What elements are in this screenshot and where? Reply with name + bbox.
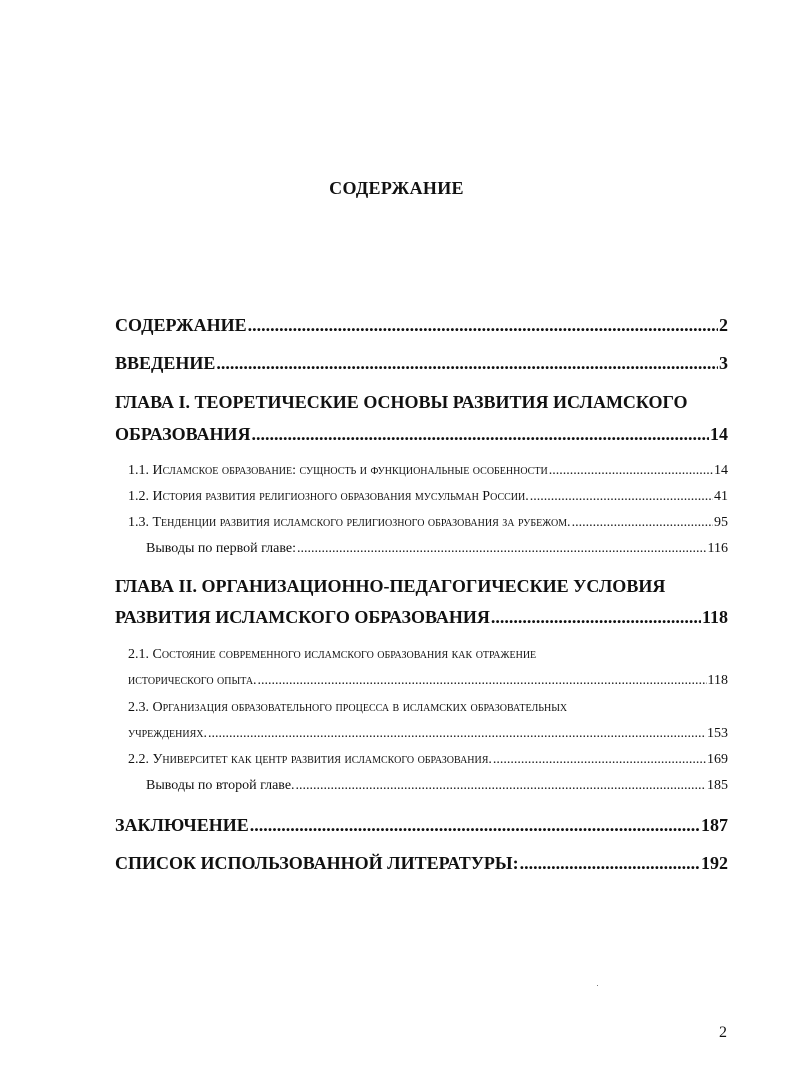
toc-section-2-2[interactable] <box>128 752 728 768</box>
toc-entry-page: 41 <box>714 489 728 504</box>
toc-entry-page: 118 <box>701 607 728 627</box>
toc-entry-zakliuchenie[interactable] <box>115 815 728 836</box>
toc-entry-title: РАЗВИТИЯ ИСЛАМСКОГО ОБРАЗОВАНИЯ <box>115 607 490 627</box>
scan-speck <box>597 985 598 986</box>
toc-section-conclusions-2[interactable] <box>146 778 728 794</box>
toc-entry-page: 118 <box>707 673 728 688</box>
dot-leader <box>248 315 718 336</box>
dot-leader <box>520 853 700 874</box>
toc-entry-title: 1.1. Исламское образование: сущность и функциональные особенности <box>128 463 548 478</box>
dot-leader <box>296 778 706 794</box>
toc-entry-page: 95 <box>714 515 728 530</box>
toc-entry-title: учреждениях. <box>128 726 207 741</box>
toc-section-2-1-line1[interactable]: 2.1. Состояние современного исламского образования как отражение <box>128 647 537 662</box>
toc-section-conclusions-1[interactable] <box>146 541 728 557</box>
dot-leader <box>252 424 709 445</box>
toc-entry-title: СОДЕРЖАНИЕ <box>115 315 247 335</box>
toc-entry-title: СПИСОК ИСПОЛЬЗОВАННОЙ ЛИТЕРАТУРЫ: <box>115 853 519 873</box>
page-number: 2 <box>719 1024 727 1041</box>
dot-leader <box>208 726 706 742</box>
toc-entry-title: исторического опыта. <box>128 673 257 688</box>
toc-section-2-3-line1[interactable]: 2.3. Организация образовательного процесса в исламских образовательных <box>128 700 568 715</box>
toc-entry-page: 169 <box>707 752 728 767</box>
page-title: СОДЕРЖАНИЕ <box>329 178 464 198</box>
toc-entry-page: 185 <box>707 778 728 793</box>
toc-entry-title: 1.2. История развития религиозного образования мусульман России. <box>128 489 529 504</box>
dot-leader <box>493 752 706 768</box>
toc-section-1-3[interactable] <box>128 515 728 531</box>
toc-entry-title: Выводы по второй главе. <box>146 778 295 793</box>
toc-entry-soderzhanie[interactable] <box>115 315 728 336</box>
toc-chapter1-heading[interactable]: ГЛАВА I. ТЕОРЕТИЧЕСКИЕ ОСНОВЫ РАЗВИТИЯ ИСЛАМСКОГО <box>115 392 688 412</box>
dot-leader <box>297 541 707 557</box>
toc-entry-page: 2 <box>719 315 728 335</box>
toc-entry-vvedenie[interactable] <box>115 353 728 374</box>
toc-entry-chapter2[interactable] <box>115 607 728 628</box>
dot-leader <box>572 515 713 531</box>
toc-entry-literatura[interactable] <box>115 853 728 874</box>
toc-entry-title: ВВЕДЕНИЕ <box>115 353 216 373</box>
toc-entry-page: 187 <box>701 815 728 835</box>
toc-section-2-1[interactable] <box>128 673 728 689</box>
toc-entry-page: 14 <box>710 424 728 444</box>
dot-leader <box>549 463 713 479</box>
toc-entry-page: 14 <box>714 463 728 478</box>
toc-entry-title: ОБРАЗОВАНИЯ <box>115 424 251 444</box>
toc-section-1-2[interactable] <box>128 489 728 505</box>
toc-entry-page: 116 <box>707 541 728 556</box>
dot-leader <box>530 489 713 505</box>
toc-section-1-1[interactable] <box>128 463 728 479</box>
toc-entry-page: 192 <box>701 853 728 873</box>
toc-entry-title: 1.3. Тенденции развития исламского религиозного образования за рубежом. <box>128 515 571 530</box>
dot-leader <box>250 815 700 836</box>
toc-entry-page: 153 <box>707 726 728 741</box>
toc-chapter2-heading[interactable]: ГЛАВА II. ОРГАНИЗАЦИОННО-ПЕДАГОГИЧЕСКИЕ УСЛОВИЯ <box>115 576 666 596</box>
dot-leader <box>258 673 707 689</box>
toc-entry-title: Выводы по первой главе: <box>146 541 296 556</box>
toc-entry-page: 3 <box>719 353 728 373</box>
toc-entry-title: ЗАКЛЮЧЕНИЕ <box>115 815 249 835</box>
toc-entry-chapter1[interactable] <box>115 424 728 445</box>
dot-leader <box>491 607 701 628</box>
toc-entry-title: 2.2. Университет как центр развития исламского образования. <box>128 752 492 767</box>
toc-section-2-3[interactable] <box>128 726 728 742</box>
dot-leader <box>216 353 718 374</box>
